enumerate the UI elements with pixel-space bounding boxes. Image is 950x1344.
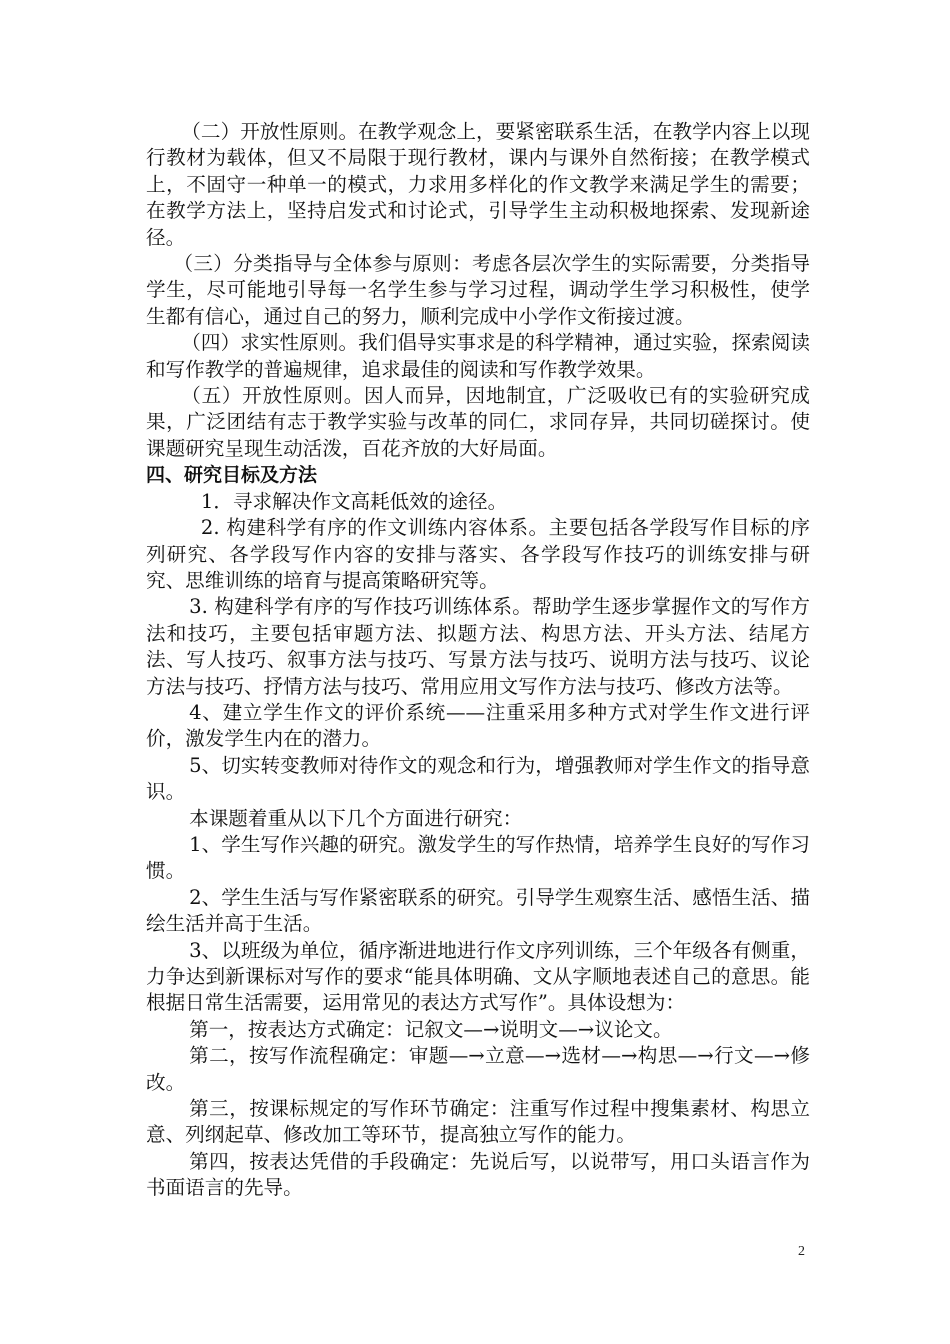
paragraph-principle-openness: （二）开放性原则。在教学观念上，要紧密联系生活，在教学内容上以现行教材为载体，但又不局限于现行教材，课内与课外自然衔接；在教学模式上，不固守一种单一的模式，力求用多样化的作文教学来满足学生的需要；在教学方法上，坚持启发式和讨论式，引导学生主动积极地探索、发现新途径。	[146, 120, 810, 249]
list-item: 2. 构建科学有序的作文训练内容体系。主要包括各学段写作目标的序列研究、各学段写作内容的安排与落实、各学段写作技巧的训练安排与研究、思维训练的培育与提高策略研究等。	[146, 516, 810, 592]
list-item: 第三，按课标规定的写作环节确定：注重写作过程中搜集素材、构思立意、列纲起草、修改加工等环节，提高独立写作的能力。	[146, 1097, 810, 1147]
list-item: 1．寻求解决作文高耗低效的途径。	[200, 489, 508, 513]
list-item: 第二，按写作流程确定：审题—→立意—→选材—→构思—→行文—→修改。	[146, 1044, 810, 1094]
list-item: 第一，按表达方式确定：记叙文—→说明文—→议论文。	[189, 1017, 673, 1041]
paragraph-intro: 本课题着重从以下几个方面进行研究：	[189, 806, 523, 830]
list-item: 1、学生写作兴趣的研究。激发学生的写作热情，培养学生良好的写作习惯。	[146, 832, 810, 883]
list-item: 5、切实转变教师对待作文的观念和行为，增强教师对学生作文的指导意识。	[146, 753, 810, 804]
page-number: 2	[798, 1244, 805, 1259]
list-item: 4、建立学生作文的评价系统——注重采用多种方式对学生作文进行评价，激发学生内在的潜力。	[146, 700, 810, 751]
paragraph-principle-realism: （四）求实性原则。我们倡导实事求是的科学精神，通过实验，探索阅读和写作教学的普遍规律，追求最佳的阅读和写作教学效果。	[146, 331, 810, 381]
section-heading: 四、研究目标及方法	[146, 464, 318, 487]
list-item: 2、学生生活与写作紧密联系的研究。引导学生观察生活、感悟生活、描绘生活并高于生活。	[146, 885, 810, 936]
list-item: 3. 构建科学有序的写作技巧训练体系。帮助学生逐步掌握作文的写作方法和技巧，主要包括审题方法、拟题方法、构思方法、开头方法、结尾方法、写人技巧、叙事方法与技巧、写景方法与技巧、说明方法与技巧、议论方法与技巧、抒情方法与技巧、常用应用文写作方法与技巧、修改方法等。	[146, 595, 810, 698]
paragraph-principle-openness-2: （五）开放性原则。因人而异，因地制宜，广泛吸收已有的实验研究成果，广泛团结有志于教学实验与改革的同仁，求同存异，共同切磋探讨。使课题研究呈现生动活泼，百花齐放的大好局面。	[146, 384, 810, 460]
list-item: 第四，按表达凭借的手段确定：先说后写，以说带写，用口头语言作为书面语言的先导。	[146, 1149, 810, 1200]
paragraph-principle-guidance: （三）分类指导与全体参与原则：考虑各层次学生的实际需要，分类指导学生，尽可能地引导每一名学生参与学习过程，调动学生学习积极性，使学生都有信心，通过自己的努力，顺利完成中小学作文衔接过渡。	[146, 252, 810, 328]
list-item: 3、以班级为单位，循序渐进地进行作文序列训练，三个年级各有侧重，力争达到新课标对写作的要求“能具体明确、文从字顺地表述自己的意思。能根据日常生活需要，运用常见的表达方式写作”。具体设想为：	[146, 938, 810, 1015]
document-body	[146, 119, 810, 1202]
